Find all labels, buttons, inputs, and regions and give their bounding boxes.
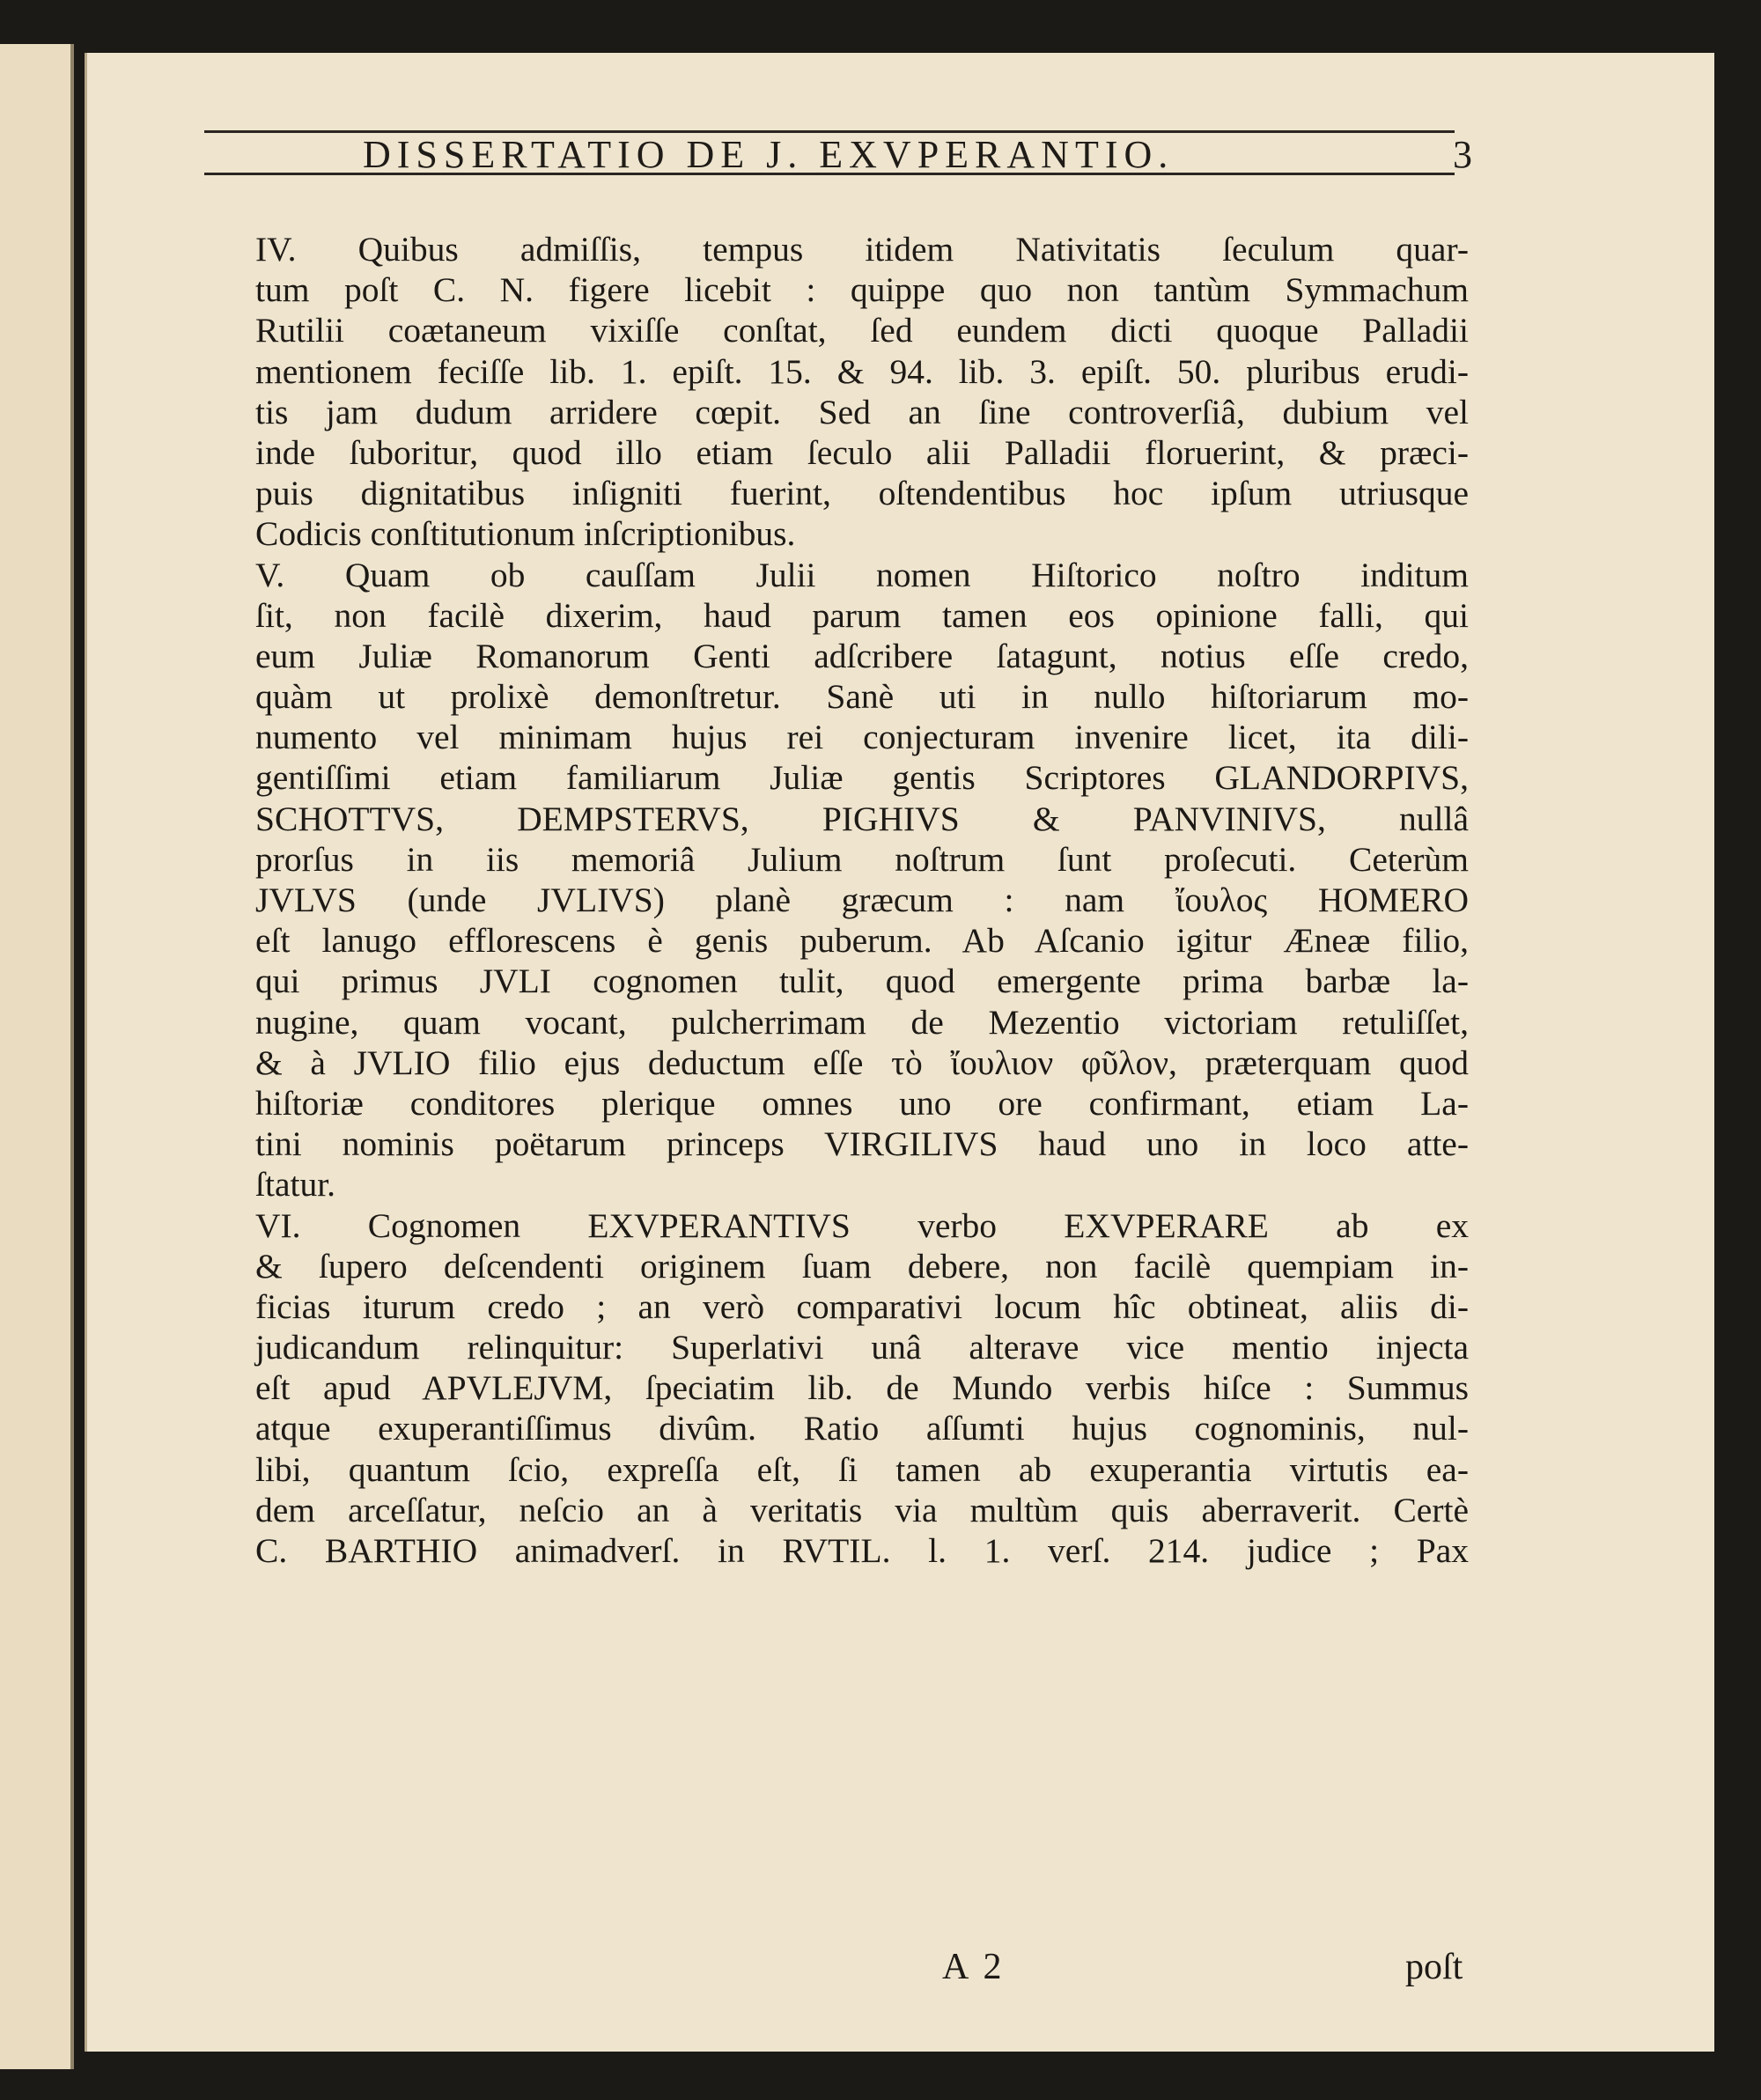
text-line: inde ſuboritur, quod illo etiam ſeculo alii Palladii floruerint, & præci- bbox=[255, 432, 1469, 472]
text-line: Codicis conſtitutionum inſcriptionibus. bbox=[255, 514, 796, 554]
text-line: C. BARTHIO animadverſ. in RVTIL. l. 1. verſ. 214. judice ; Pax bbox=[255, 1531, 1469, 1570]
text-line: quàm ut prolixè demonſtretur. Sanè uti in nullo hiſtoriarum mo- bbox=[255, 677, 1469, 717]
text-line: tini nominis poëtarum princeps VIRGILIVS haud uno in loco atte- bbox=[255, 1124, 1469, 1164]
page-number: 3 bbox=[1453, 133, 1472, 176]
text-line: tis jam dudum arridere cœpit. Sed an ſine controverſiâ, dubium vel bbox=[255, 392, 1469, 431]
text-line: IV. Quibus admiſſis, tempus itidem Nativitatis ſeculum quar- bbox=[255, 230, 1469, 269]
text-line: & à JVLIO filio ejus deductum eſſe τὸ ἴουλιον φῦλον, præterquam quod bbox=[255, 1043, 1469, 1082]
text-line: atque exuperantiſſimus divûm. Ratio aſſumti hujus cognominis, nul- bbox=[255, 1409, 1469, 1448]
page-header bbox=[204, 130, 1472, 190]
text-line: ficias iturum credo ; an verò comparativi locum hîc obtineat, aliis di- bbox=[255, 1286, 1469, 1326]
text-line: ſtatur. bbox=[255, 1165, 336, 1205]
text-line: prorſus in iis memoriâ Julium noſtrum ſunt proſecuti. Ceterùm bbox=[255, 839, 1469, 879]
text-line: hiſtoriæ conditores plerique omnes uno ore confirmant, etiam La- bbox=[255, 1083, 1469, 1123]
text-line: gentiſſimi etiam familiarum Juliæ gentis Scriptores GLANDORPIVS, bbox=[255, 758, 1469, 798]
text-line: qui primus JVLI cognomen tulit, quod emergente prima barbæ la- bbox=[255, 962, 1469, 1001]
text-line: eſt lanugo efflorescens è genis puberum. Ab Aſcanio igitur Æneæ filio, bbox=[255, 921, 1469, 961]
text-line: JVLVS (unde JVLIVS) planè græcum : nam ἴουλος HOMERO bbox=[255, 881, 1469, 919]
text-line: VI. Cognomen EXVPERANTIVS verbo EXVPERARE ab ex bbox=[255, 1205, 1469, 1245]
text-line: numento vel minimam hujus rei conjecturam invenire licet, ita dili- bbox=[255, 718, 1469, 757]
text-line: puis dignitatibus inſigniti fuerint, oſtendentibus hoc ipſum utriusque bbox=[255, 474, 1469, 513]
text-line: ſit, non facilè dixerim, haud parum tamen eos opinione falli, qui bbox=[255, 595, 1469, 635]
text-line: SCHOTTVS, DEMPSTERVS, PIGHIVS & PANVINIVS, nullâ bbox=[255, 799, 1469, 838]
text-line: nugine, quam vocant, pulcherrimam de Mezentio victoriam retuliſſet, bbox=[255, 1002, 1469, 1042]
header-rule-bottom bbox=[204, 173, 1455, 175]
catchword: poſt bbox=[1405, 1947, 1463, 1987]
text-line: libi, quantum ſcio, expreſſa eſt, ſi tamen ab exuperantia virtutis ea- bbox=[255, 1449, 1469, 1489]
text-body bbox=[255, 229, 1469, 1571]
text-line: dem arceſſatur, neſcio an à veritatis via multùm quis aberraverit. Certè bbox=[255, 1490, 1469, 1529]
text-line: eſt apud APVLEJVM, ſpeciatim lib. de Mundo verbis hiſce : Summus bbox=[255, 1368, 1469, 1408]
text-line: Rutilii coætaneum vixiſſe conſtat, ſed eundem dicti quoque Palladii bbox=[255, 311, 1469, 350]
text-line: mentionem feciſſe lib. 1. epiſt. 15. & 94. lib. 3. epiſt. 50. pluribus erudi- bbox=[255, 351, 1469, 391]
text-line: judicandum relinquitur: Superlativi unâ alterave vice mentio injecta bbox=[255, 1328, 1469, 1367]
signature-mark: A 2 bbox=[942, 1947, 1006, 1987]
text-line: eum Juliæ Romanorum Genti adſcribere ſatagunt, notius eſſe credo, bbox=[255, 636, 1469, 675]
running-title: DISSERTATIO DE J. EXVPERANTIO. bbox=[363, 133, 1175, 176]
text-line: tum poſt C. N. figere licebit : quippe quo non tantùm Symmachum bbox=[255, 270, 1469, 310]
text-line: V. Quam ob cauſſam Julii nomen Hiſtorico noſtro inditum bbox=[255, 555, 1469, 594]
previous-page-edge bbox=[0, 44, 74, 2069]
text-line: & ſupero deſcendenti originem ſuam debere, non facilè quempiam in- bbox=[255, 1246, 1469, 1286]
